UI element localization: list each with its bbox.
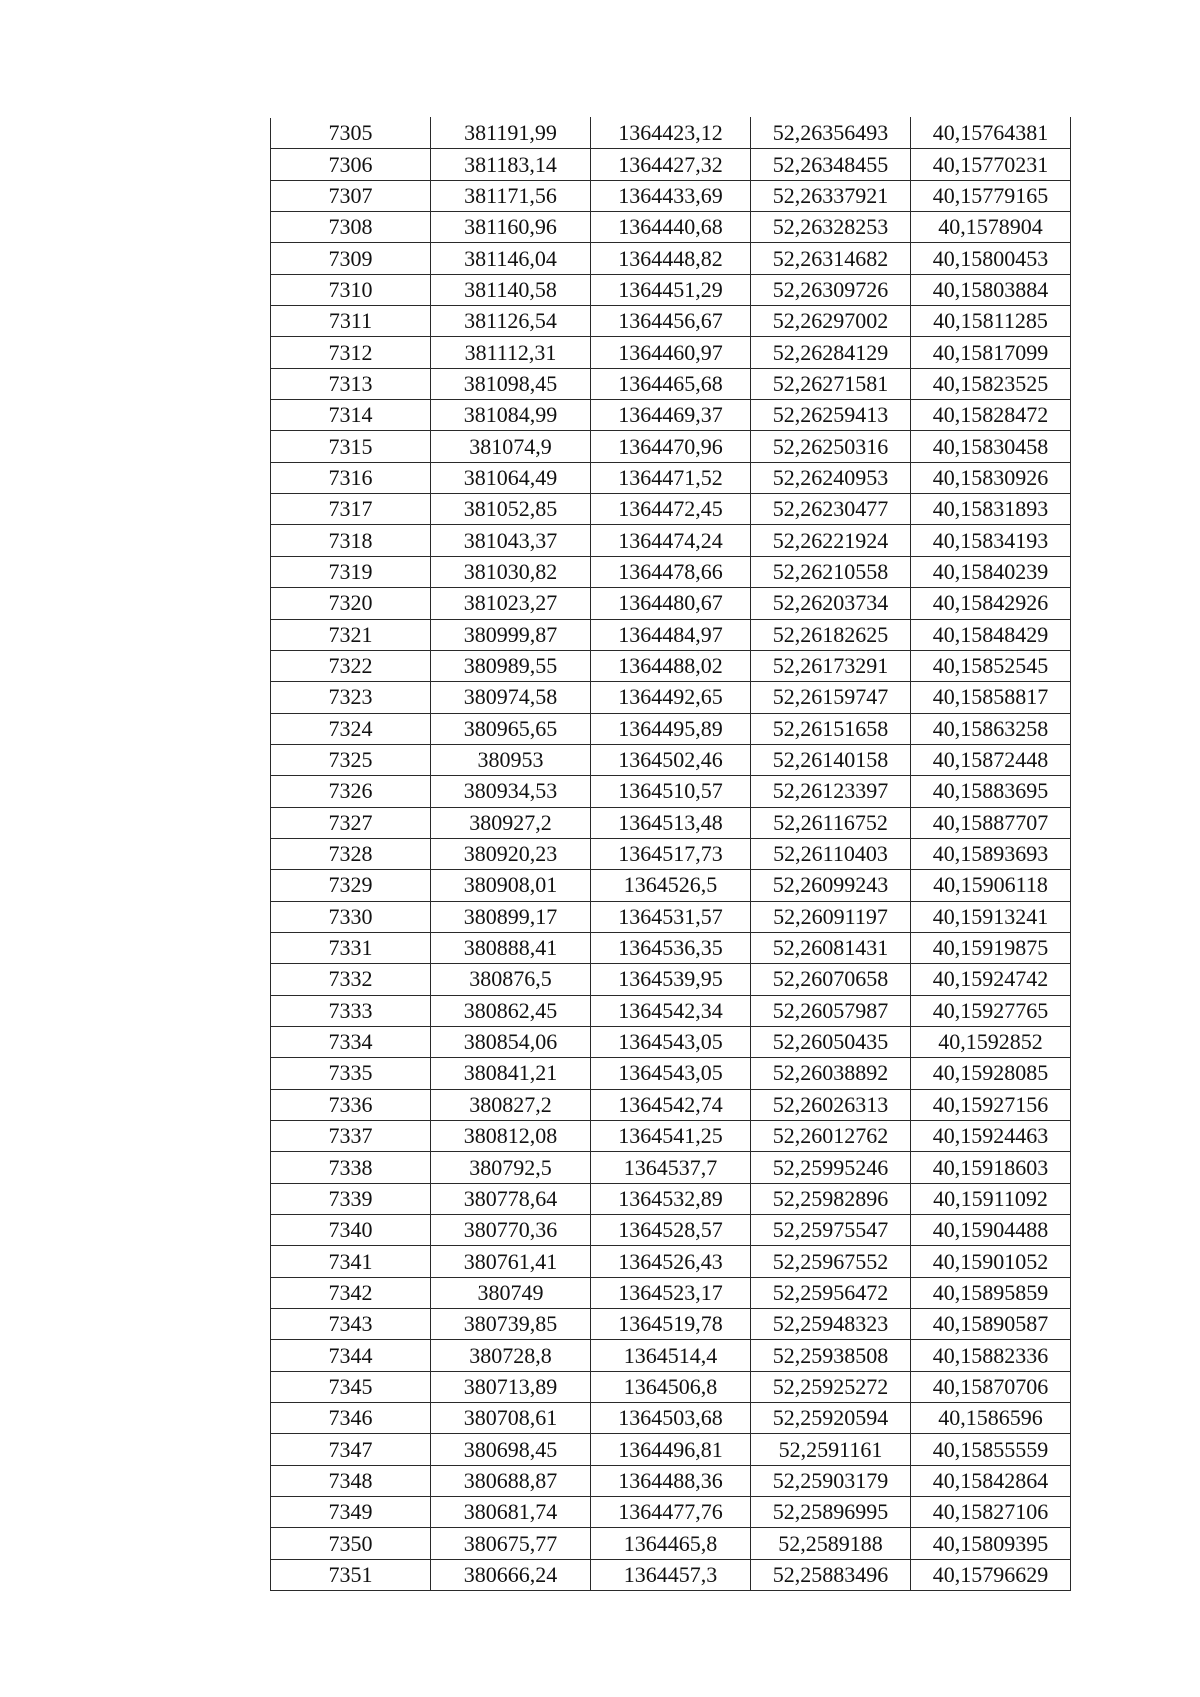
longitude-cell: 40,15831893 <box>911 494 1071 525</box>
x-coordinate-cell: 381098,45 <box>431 368 591 399</box>
coordinates-table-body <box>271 118 1071 1591</box>
point-number-cell: 7339 <box>271 1183 431 1214</box>
point-number-cell: 7344 <box>271 1340 431 1371</box>
x-coordinate-cell: 380770,36 <box>431 1215 591 1246</box>
x-coordinate-cell: 381030,82 <box>431 556 591 587</box>
longitude-cell: 40,15870706 <box>911 1371 1071 1402</box>
table-row <box>271 1121 1071 1152</box>
longitude-cell: 40,15809395 <box>911 1528 1071 1559</box>
point-number-cell: 7314 <box>271 400 431 431</box>
y-coordinate-cell: 1364472,45 <box>591 494 751 525</box>
y-coordinate-cell: 1364503,68 <box>591 1403 751 1434</box>
table-row <box>271 400 1071 431</box>
point-number-cell: 7342 <box>271 1277 431 1308</box>
latitude-cell: 52,26081431 <box>751 932 911 963</box>
x-coordinate-cell: 380792,5 <box>431 1152 591 1183</box>
longitude-cell: 40,15848429 <box>911 619 1071 650</box>
table-row <box>271 462 1071 493</box>
x-coordinate-cell: 380698,45 <box>431 1434 591 1465</box>
latitude-cell: 52,26057987 <box>751 995 911 1026</box>
y-coordinate-cell: 1364460,97 <box>591 337 751 368</box>
point-number-cell: 7348 <box>271 1465 431 1496</box>
point-number-cell: 7326 <box>271 776 431 807</box>
y-coordinate-cell: 1364478,66 <box>591 556 751 587</box>
latitude-cell: 52,26284129 <box>751 337 911 368</box>
latitude-cell: 52,26309726 <box>751 274 911 305</box>
longitude-cell: 40,15796629 <box>911 1559 1071 1590</box>
x-coordinate-cell: 380854,06 <box>431 1026 591 1057</box>
point-number-cell: 7318 <box>271 525 431 556</box>
y-coordinate-cell: 1364477,76 <box>591 1497 751 1528</box>
y-coordinate-cell: 1364427,32 <box>591 149 751 180</box>
longitude-cell: 40,15858817 <box>911 682 1071 713</box>
point-number-cell: 7329 <box>271 870 431 901</box>
x-coordinate-cell: 381052,85 <box>431 494 591 525</box>
x-coordinate-cell: 380778,64 <box>431 1183 591 1214</box>
latitude-cell: 52,26173291 <box>751 650 911 681</box>
point-number-cell: 7349 <box>271 1497 431 1528</box>
x-coordinate-cell: 380827,2 <box>431 1089 591 1120</box>
latitude-cell: 52,26026313 <box>751 1089 911 1120</box>
table-row <box>271 1528 1071 1559</box>
latitude-cell: 52,26151658 <box>751 713 911 744</box>
point-number-cell: 7311 <box>271 306 431 337</box>
table-row <box>271 494 1071 525</box>
table-row <box>271 650 1071 681</box>
y-coordinate-cell: 1364469,37 <box>591 400 751 431</box>
x-coordinate-cell: 380899,17 <box>431 901 591 932</box>
longitude-cell: 40,15764381 <box>911 118 1071 149</box>
table-row <box>271 556 1071 587</box>
x-coordinate-cell: 381074,9 <box>431 431 591 462</box>
table-row <box>271 149 1071 180</box>
latitude-cell: 52,25938508 <box>751 1340 911 1371</box>
table-row <box>271 1026 1071 1057</box>
longitude-cell: 40,15919875 <box>911 932 1071 963</box>
point-number-cell: 7336 <box>271 1089 431 1120</box>
latitude-cell: 52,26012762 <box>751 1121 911 1152</box>
point-number-cell: 7319 <box>271 556 431 587</box>
latitude-cell: 52,25948323 <box>751 1309 911 1340</box>
x-coordinate-cell: 381023,27 <box>431 588 591 619</box>
y-coordinate-cell: 1364457,3 <box>591 1559 751 1590</box>
x-coordinate-cell: 381084,99 <box>431 400 591 431</box>
x-coordinate-cell: 380761,41 <box>431 1246 591 1277</box>
latitude-cell: 52,25982896 <box>751 1183 911 1214</box>
table-row <box>271 901 1071 932</box>
longitude-cell: 40,15913241 <box>911 901 1071 932</box>
y-coordinate-cell: 1364526,5 <box>591 870 751 901</box>
latitude-cell: 52,26356493 <box>751 118 911 149</box>
longitude-cell: 40,15924742 <box>911 964 1071 995</box>
point-number-cell: 7350 <box>271 1528 431 1559</box>
longitude-cell: 40,15882336 <box>911 1340 1071 1371</box>
y-coordinate-cell: 1364440,68 <box>591 212 751 243</box>
longitude-cell: 40,15852545 <box>911 650 1071 681</box>
point-number-cell: 7330 <box>271 901 431 932</box>
table-row <box>271 1497 1071 1528</box>
y-coordinate-cell: 1364451,29 <box>591 274 751 305</box>
table-row <box>271 1403 1071 1434</box>
longitude-cell: 40,15927156 <box>911 1089 1071 1120</box>
table-row <box>271 1340 1071 1371</box>
latitude-cell: 52,25896995 <box>751 1497 911 1528</box>
latitude-cell: 52,26159747 <box>751 682 911 713</box>
y-coordinate-cell: 1364506,8 <box>591 1371 751 1402</box>
latitude-cell: 52,25967552 <box>751 1246 911 1277</box>
table-row <box>271 1152 1071 1183</box>
table-row <box>271 619 1071 650</box>
latitude-cell: 52,26116752 <box>751 807 911 838</box>
latitude-cell: 52,26259413 <box>751 400 911 431</box>
longitude-cell: 40,15918603 <box>911 1152 1071 1183</box>
latitude-cell: 52,26221924 <box>751 525 911 556</box>
point-number-cell: 7321 <box>271 619 431 650</box>
x-coordinate-cell: 380749 <box>431 1277 591 1308</box>
latitude-cell: 52,26070658 <box>751 964 911 995</box>
latitude-cell: 52,26091197 <box>751 901 911 932</box>
latitude-cell: 52,26348455 <box>751 149 911 180</box>
point-number-cell: 7345 <box>271 1371 431 1402</box>
table-row <box>271 995 1071 1026</box>
point-number-cell: 7306 <box>271 149 431 180</box>
table-row <box>271 274 1071 305</box>
longitude-cell: 40,15887707 <box>911 807 1071 838</box>
point-number-cell: 7317 <box>271 494 431 525</box>
longitude-cell: 40,15827106 <box>911 1497 1071 1528</box>
point-number-cell: 7315 <box>271 431 431 462</box>
x-coordinate-cell: 380965,65 <box>431 713 591 744</box>
point-number-cell: 7338 <box>271 1152 431 1183</box>
longitude-cell: 40,15830458 <box>911 431 1071 462</box>
x-coordinate-cell: 381160,96 <box>431 212 591 243</box>
point-number-cell: 7316 <box>271 462 431 493</box>
longitude-cell: 40,15911092 <box>911 1183 1071 1214</box>
point-number-cell: 7327 <box>271 807 431 838</box>
table-row <box>271 1058 1071 1089</box>
table-row <box>271 1371 1071 1402</box>
latitude-cell: 52,26050435 <box>751 1026 911 1057</box>
table-row <box>271 306 1071 337</box>
longitude-cell: 40,15803884 <box>911 274 1071 305</box>
x-coordinate-cell: 380713,89 <box>431 1371 591 1402</box>
point-number-cell: 7340 <box>271 1215 431 1246</box>
x-coordinate-cell: 380681,74 <box>431 1497 591 1528</box>
x-coordinate-cell: 380927,2 <box>431 807 591 838</box>
x-coordinate-cell: 380728,8 <box>431 1340 591 1371</box>
table-row <box>271 180 1071 211</box>
x-coordinate-cell: 380862,45 <box>431 995 591 1026</box>
longitude-cell: 40,1578904 <box>911 212 1071 243</box>
y-coordinate-cell: 1364474,24 <box>591 525 751 556</box>
table-row <box>271 1089 1071 1120</box>
point-number-cell: 7346 <box>271 1403 431 1434</box>
table-row <box>271 807 1071 838</box>
latitude-cell: 52,26182625 <box>751 619 911 650</box>
y-coordinate-cell: 1364488,02 <box>591 650 751 681</box>
point-number-cell: 7334 <box>271 1026 431 1057</box>
table-row <box>271 1559 1071 1590</box>
point-number-cell: 7307 <box>271 180 431 211</box>
point-number-cell: 7324 <box>271 713 431 744</box>
table-row <box>271 212 1071 243</box>
x-coordinate-cell: 381112,31 <box>431 337 591 368</box>
point-number-cell: 7308 <box>271 212 431 243</box>
latitude-cell: 52,26099243 <box>751 870 911 901</box>
point-number-cell: 7325 <box>271 744 431 775</box>
longitude-cell: 40,15924463 <box>911 1121 1071 1152</box>
point-number-cell: 7333 <box>271 995 431 1026</box>
table-row <box>271 1183 1071 1214</box>
y-coordinate-cell: 1364528,57 <box>591 1215 751 1246</box>
y-coordinate-cell: 1364465,8 <box>591 1528 751 1559</box>
point-number-cell: 7351 <box>271 1559 431 1590</box>
longitude-cell: 40,15779165 <box>911 180 1071 211</box>
table-row <box>271 1246 1071 1277</box>
longitude-cell: 40,15906118 <box>911 870 1071 901</box>
y-coordinate-cell: 1364495,89 <box>591 713 751 744</box>
x-coordinate-cell: 380920,23 <box>431 838 591 869</box>
point-number-cell: 7323 <box>271 682 431 713</box>
latitude-cell: 52,25903179 <box>751 1465 911 1496</box>
table-row <box>271 838 1071 869</box>
y-coordinate-cell: 1364542,74 <box>591 1089 751 1120</box>
longitude-cell: 40,15842926 <box>911 588 1071 619</box>
y-coordinate-cell: 1364465,68 <box>591 368 751 399</box>
y-coordinate-cell: 1364492,65 <box>591 682 751 713</box>
latitude-cell: 52,26314682 <box>751 243 911 274</box>
table-row <box>271 588 1071 619</box>
point-number-cell: 7322 <box>271 650 431 681</box>
y-coordinate-cell: 1364541,25 <box>591 1121 751 1152</box>
table-row <box>271 932 1071 963</box>
latitude-cell: 52,26110403 <box>751 838 911 869</box>
longitude-cell: 40,15811285 <box>911 306 1071 337</box>
longitude-cell: 40,15927765 <box>911 995 1071 1026</box>
y-coordinate-cell: 1364523,17 <box>591 1277 751 1308</box>
longitude-cell: 40,15872448 <box>911 744 1071 775</box>
y-coordinate-cell: 1364537,7 <box>591 1152 751 1183</box>
point-number-cell: 7328 <box>271 838 431 869</box>
y-coordinate-cell: 1364536,35 <box>591 932 751 963</box>
x-coordinate-cell: 381043,37 <box>431 525 591 556</box>
x-coordinate-cell: 380841,21 <box>431 1058 591 1089</box>
longitude-cell: 40,15830926 <box>911 462 1071 493</box>
y-coordinate-cell: 1364513,48 <box>591 807 751 838</box>
longitude-cell: 40,15855559 <box>911 1434 1071 1465</box>
point-number-cell: 7337 <box>271 1121 431 1152</box>
table-row <box>271 243 1071 274</box>
x-coordinate-cell: 380666,24 <box>431 1559 591 1590</box>
y-coordinate-cell: 1364456,67 <box>591 306 751 337</box>
latitude-cell: 52,25920594 <box>751 1403 911 1434</box>
y-coordinate-cell: 1364448,82 <box>591 243 751 274</box>
x-coordinate-cell: 380675,77 <box>431 1528 591 1559</box>
table-row <box>271 1309 1071 1340</box>
x-coordinate-cell: 380688,87 <box>431 1465 591 1496</box>
longitude-cell: 40,1586596 <box>911 1403 1071 1434</box>
x-coordinate-cell: 381146,04 <box>431 243 591 274</box>
point-number-cell: 7312 <box>271 337 431 368</box>
point-number-cell: 7310 <box>271 274 431 305</box>
y-coordinate-cell: 1364471,52 <box>591 462 751 493</box>
longitude-cell: 40,15883695 <box>911 776 1071 807</box>
table-row <box>271 118 1071 149</box>
y-coordinate-cell: 1364510,57 <box>591 776 751 807</box>
table-row <box>271 682 1071 713</box>
x-coordinate-cell: 380812,08 <box>431 1121 591 1152</box>
x-coordinate-cell: 381126,54 <box>431 306 591 337</box>
latitude-cell: 52,2591161 <box>751 1434 911 1465</box>
longitude-cell: 40,1592852 <box>911 1026 1071 1057</box>
y-coordinate-cell: 1364519,78 <box>591 1309 751 1340</box>
y-coordinate-cell: 1364543,05 <box>591 1026 751 1057</box>
latitude-cell: 52,25925272 <box>751 1371 911 1402</box>
point-number-cell: 7309 <box>271 243 431 274</box>
point-number-cell: 7347 <box>271 1434 431 1465</box>
latitude-cell: 52,26140158 <box>751 744 911 775</box>
x-coordinate-cell: 381140,58 <box>431 274 591 305</box>
longitude-cell: 40,15834193 <box>911 525 1071 556</box>
longitude-cell: 40,15823525 <box>911 368 1071 399</box>
latitude-cell: 52,25995246 <box>751 1152 911 1183</box>
x-coordinate-cell: 380953 <box>431 744 591 775</box>
x-coordinate-cell: 381064,49 <box>431 462 591 493</box>
table-row <box>271 525 1071 556</box>
table-row <box>271 337 1071 368</box>
y-coordinate-cell: 1364488,36 <box>591 1465 751 1496</box>
point-number-cell: 7305 <box>271 118 431 149</box>
latitude-cell: 52,26038892 <box>751 1058 911 1089</box>
x-coordinate-cell: 381171,56 <box>431 180 591 211</box>
latitude-cell: 52,26328253 <box>751 212 911 243</box>
latitude-cell: 52,25975547 <box>751 1215 911 1246</box>
longitude-cell: 40,15890587 <box>911 1309 1071 1340</box>
point-number-cell: 7331 <box>271 932 431 963</box>
x-coordinate-cell: 380999,87 <box>431 619 591 650</box>
x-coordinate-cell: 381191,99 <box>431 118 591 149</box>
latitude-cell: 52,2589188 <box>751 1528 911 1559</box>
y-coordinate-cell: 1364433,69 <box>591 180 751 211</box>
x-coordinate-cell: 380708,61 <box>431 1403 591 1434</box>
x-coordinate-cell: 381183,14 <box>431 149 591 180</box>
y-coordinate-cell: 1364531,57 <box>591 901 751 932</box>
latitude-cell: 52,26203734 <box>751 588 911 619</box>
y-coordinate-cell: 1364532,89 <box>591 1183 751 1214</box>
latitude-cell: 52,25883496 <box>751 1559 911 1590</box>
table-row <box>271 1434 1071 1465</box>
point-number-cell: 7320 <box>271 588 431 619</box>
y-coordinate-cell: 1364480,67 <box>591 588 751 619</box>
longitude-cell: 40,15842864 <box>911 1465 1071 1496</box>
point-number-cell: 7313 <box>271 368 431 399</box>
latitude-cell: 52,25956472 <box>751 1277 911 1308</box>
x-coordinate-cell: 380888,41 <box>431 932 591 963</box>
table-row <box>271 744 1071 775</box>
y-coordinate-cell: 1364526,43 <box>591 1246 751 1277</box>
x-coordinate-cell: 380974,58 <box>431 682 591 713</box>
point-number-cell: 7341 <box>271 1246 431 1277</box>
latitude-cell: 52,26123397 <box>751 776 911 807</box>
table-row <box>271 964 1071 995</box>
y-coordinate-cell: 1364496,81 <box>591 1434 751 1465</box>
table-row <box>271 368 1071 399</box>
y-coordinate-cell: 1364502,46 <box>591 744 751 775</box>
point-number-cell: 7335 <box>271 1058 431 1089</box>
y-coordinate-cell: 1364542,34 <box>591 995 751 1026</box>
y-coordinate-cell: 1364517,73 <box>591 838 751 869</box>
latitude-cell: 52,26271581 <box>751 368 911 399</box>
longitude-cell: 40,15893693 <box>911 838 1071 869</box>
point-number-cell: 7332 <box>271 964 431 995</box>
y-coordinate-cell: 1364514,4 <box>591 1340 751 1371</box>
longitude-cell: 40,15817099 <box>911 337 1071 368</box>
table-row <box>271 1277 1071 1308</box>
longitude-cell: 40,15928085 <box>911 1058 1071 1089</box>
x-coordinate-cell: 380934,53 <box>431 776 591 807</box>
longitude-cell: 40,15800453 <box>911 243 1071 274</box>
latitude-cell: 52,26230477 <box>751 494 911 525</box>
x-coordinate-cell: 380989,55 <box>431 650 591 681</box>
table-row <box>271 776 1071 807</box>
y-coordinate-cell: 1364470,96 <box>591 431 751 462</box>
table-row <box>271 1465 1071 1496</box>
x-coordinate-cell: 380739,85 <box>431 1309 591 1340</box>
table-row <box>271 870 1071 901</box>
x-coordinate-cell: 380908,01 <box>431 870 591 901</box>
table-row <box>271 431 1071 462</box>
latitude-cell: 52,26297002 <box>751 306 911 337</box>
longitude-cell: 40,15895859 <box>911 1277 1071 1308</box>
y-coordinate-cell: 1364539,95 <box>591 964 751 995</box>
latitude-cell: 52,26240953 <box>751 462 911 493</box>
latitude-cell: 52,26337921 <box>751 180 911 211</box>
longitude-cell: 40,15863258 <box>911 713 1071 744</box>
latitude-cell: 52,26210558 <box>751 556 911 587</box>
longitude-cell: 40,15840239 <box>911 556 1071 587</box>
longitude-cell: 40,15828472 <box>911 400 1071 431</box>
longitude-cell: 40,15901052 <box>911 1246 1071 1277</box>
y-coordinate-cell: 1364423,12 <box>591 118 751 149</box>
y-coordinate-cell: 1364543,05 <box>591 1058 751 1089</box>
table-row <box>271 1215 1071 1246</box>
y-coordinate-cell: 1364484,97 <box>591 619 751 650</box>
longitude-cell: 40,15770231 <box>911 149 1071 180</box>
point-number-cell: 7343 <box>271 1309 431 1340</box>
coordinates-table <box>270 117 1071 1591</box>
x-coordinate-cell: 380876,5 <box>431 964 591 995</box>
table-row <box>271 713 1071 744</box>
longitude-cell: 40,15904488 <box>911 1215 1071 1246</box>
latitude-cell: 52,26250316 <box>751 431 911 462</box>
